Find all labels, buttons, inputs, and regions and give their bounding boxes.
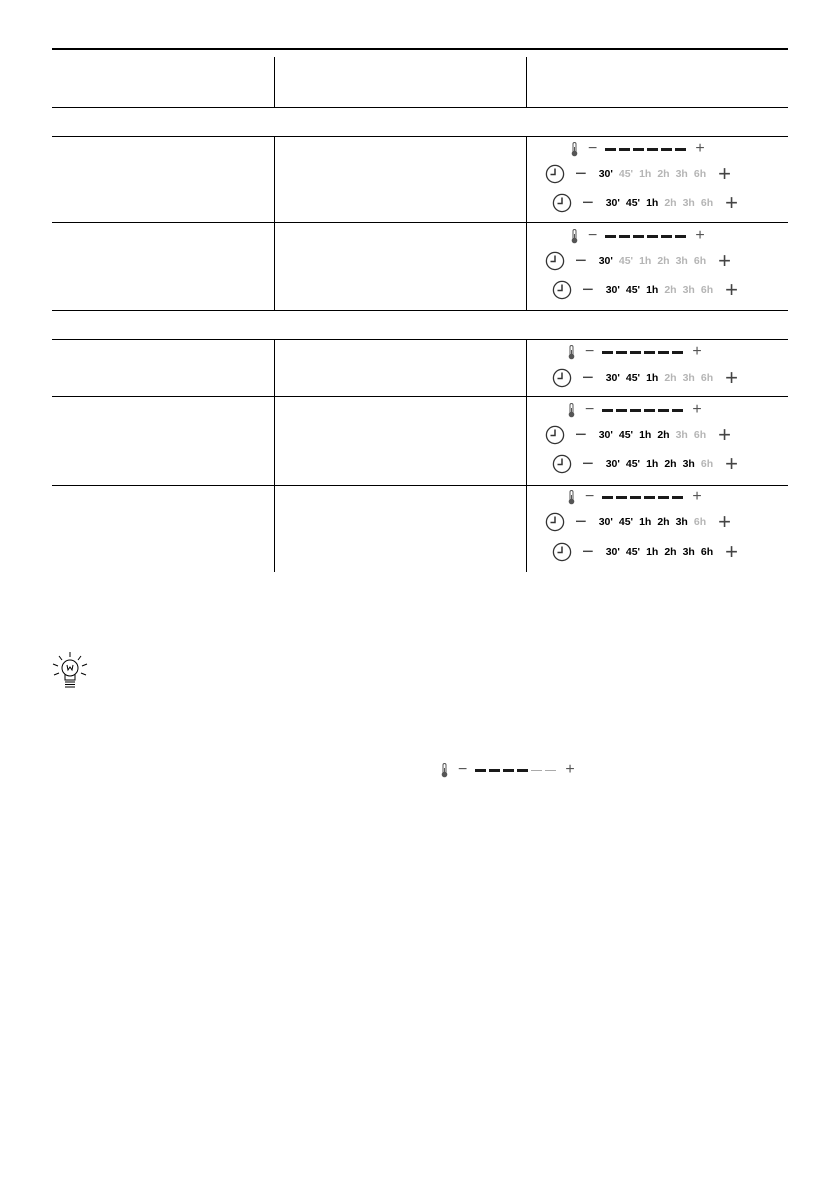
timer-duration-label: 2h [657,255,670,267]
timer-indicator [552,366,738,390]
timer-indicator [545,249,731,273]
timer-duration-label: 6h [700,546,714,558]
temperature-segment [644,496,655,499]
temperature-segment [647,235,658,238]
temperature-segment [661,235,672,238]
temperature-segment [602,496,613,499]
timer-duration-label: 1h [646,197,659,209]
minus-icon: − [575,511,587,533]
clock-icon [552,454,572,474]
temperature-indicator [568,340,702,364]
timer-duration-label: 3h [675,429,688,441]
timer-duration-label: 30' [605,372,620,384]
plus-icon: + [725,365,738,390]
temperature-segment [531,770,542,771]
row-rule [52,222,788,223]
timer-duration-label: 45' [618,255,634,267]
minus-icon: − [585,401,595,418]
tip-temperature-indicator [441,758,575,782]
plus-icon: + [725,277,738,302]
temperature-segment [503,769,514,772]
timer-duration-label: 1h [639,429,652,441]
minus-icon: − [582,541,594,563]
thermometer-icon [441,763,448,778]
temperature-segment [644,409,655,412]
clock-icon [545,251,565,271]
clock-icon [545,425,565,445]
timer-duration-label: 1h [646,458,659,470]
plus-icon: + [692,488,702,505]
temperature-segment [672,496,683,499]
temperature-segment [489,769,500,772]
timer-indicator [552,278,738,302]
timer-duration-label: 1h [646,284,659,296]
timer-duration-label: 2h [657,516,670,528]
column-divider [274,136,275,310]
clock-icon [552,280,572,300]
timer-duration-label: 2h [657,429,670,441]
thermometer-icon [568,345,575,360]
plus-icon: + [695,140,705,157]
temperature-segment [647,148,658,151]
plus-icon: + [718,422,731,447]
minus-icon: − [582,367,594,389]
timer-duration-label: 3h [675,516,688,528]
timer-duration-label: 1h [639,168,652,180]
temperature-level-bar [605,148,686,151]
timer-duration-label: 6h [693,255,707,267]
timer-duration-list [599,255,706,267]
timer-duration-label: 3h [682,546,695,558]
timer-duration-label: 6h [700,284,714,296]
temperature-segment [475,769,486,772]
plus-icon: + [718,161,731,186]
temperature-segment [658,409,669,412]
timer-duration-list [606,197,713,209]
temperature-segment [675,235,686,238]
timer-duration-label: 3h [682,458,695,470]
timer-indicator [552,191,738,215]
timer-duration-label: 3h [675,255,688,267]
timer-duration-label: 6h [693,429,707,441]
minus-icon: − [588,140,598,157]
temperature-indicator [571,224,705,248]
temperature-segment [630,409,641,412]
clock-icon [545,164,565,184]
temperature-segment [605,235,616,238]
thermometer-icon [571,229,578,244]
table-top-rule [52,48,788,50]
temperature-segment [616,351,627,354]
timer-indicator [545,510,731,534]
temperature-segment [630,351,641,354]
clock-icon [545,512,565,532]
plus-icon: + [725,451,738,476]
temperature-segment [602,351,613,354]
column-divider [526,339,527,572]
temperature-segment [672,409,683,412]
column-divider [526,136,527,310]
temperature-segment [661,148,672,151]
minus-icon: − [585,488,595,505]
timer-duration-label: 45' [625,284,641,296]
plus-icon: + [692,343,702,360]
plus-icon: + [725,539,738,564]
minus-icon: − [458,761,468,778]
timer-duration-label: 30' [605,284,620,296]
timer-duration-list [599,429,706,441]
clock-icon [552,542,572,562]
temperature-indicator [568,485,702,509]
plus-icon: + [725,190,738,215]
plus-icon: + [692,401,702,418]
timer-duration-label: 1h [646,372,659,384]
row-rule [52,396,788,397]
timer-duration-label: 6h [700,372,714,384]
minus-icon: − [575,424,587,446]
timer-duration-label: 3h [682,197,695,209]
temperature-segment [517,769,528,772]
header-bottom-rule [52,107,788,108]
temperature-segment [545,770,556,771]
timer-duration-label: 30' [605,546,620,558]
temperature-segment [675,148,686,151]
timer-duration-label: 30' [598,168,613,180]
timer-duration-label: 6h [693,168,707,180]
temperature-segment [619,148,630,151]
timer-duration-label: 45' [625,546,641,558]
column-divider [274,339,275,572]
timer-duration-label: 2h [664,458,677,470]
timer-duration-list [599,168,706,180]
plus-icon: + [718,509,731,534]
timer-duration-label: 30' [598,429,613,441]
temperature-indicator [571,137,705,161]
temperature-segment [633,148,644,151]
temperature-segment [672,351,683,354]
temperature-level-bar [602,351,683,354]
plus-icon: + [695,227,705,244]
timer-duration-label: 30' [598,255,613,267]
timer-indicator [552,540,738,564]
timer-duration-label: 1h [639,516,652,528]
minus-icon: − [582,192,594,214]
minus-icon: − [575,163,587,185]
timer-duration-label: 45' [625,458,641,470]
temperature-segment [658,496,669,499]
temperature-segment [633,235,644,238]
temperature-level-bar [602,409,683,412]
timer-duration-list [606,458,713,470]
column-divider [526,57,527,107]
timer-duration-label: 2h [664,284,677,296]
minus-icon: − [582,279,594,301]
temperature-segment [602,409,613,412]
timer-duration-label: 30' [605,197,620,209]
timer-duration-list [606,546,713,558]
timer-duration-label: 1h [639,255,652,267]
timer-duration-label: 3h [675,168,688,180]
temperature-segment [658,351,669,354]
timer-duration-label: 45' [618,168,634,180]
temperature-indicator [568,398,702,422]
temperature-segment [605,148,616,151]
thermometer-icon [568,490,575,505]
lightbulb-tip-icon [50,650,90,696]
timer-duration-label: 3h [682,284,695,296]
minus-icon: − [588,227,598,244]
timer-duration-label: 30' [605,458,620,470]
timer-duration-label: 2h [664,372,677,384]
timer-duration-label: 2h [664,197,677,209]
clock-icon [552,368,572,388]
timer-duration-label: 1h [646,546,659,558]
timer-duration-list [606,284,713,296]
timer-duration-label: 45' [625,372,641,384]
timer-duration-label: 6h [700,458,714,470]
temperature-segment [619,235,630,238]
thermometer-icon [571,142,578,157]
timer-duration-label: 45' [618,516,634,528]
temperature-level-bar [475,769,556,772]
timer-indicator [545,162,731,186]
minus-icon: − [585,343,595,360]
temperature-segment [616,496,627,499]
temperature-level-bar [605,235,686,238]
timer-duration-label: 2h [657,168,670,180]
temperature-segment [644,351,655,354]
plus-icon: + [718,248,731,273]
timer-duration-label: 30' [598,516,613,528]
timer-duration-label: 6h [693,516,707,528]
row-rule [52,310,788,311]
clock-icon [552,193,572,213]
column-divider [274,57,275,107]
timer-duration-list [599,516,706,528]
timer-duration-label: 6h [700,197,714,209]
timer-indicator [552,452,738,476]
timer-duration-label: 3h [682,372,695,384]
timer-indicator [545,423,731,447]
timer-duration-label: 45' [625,197,641,209]
plus-icon: + [565,761,575,778]
temperature-segment [630,496,641,499]
timer-duration-label: 45' [618,429,634,441]
timer-duration-label: 2h [664,546,677,558]
minus-icon: − [575,250,587,272]
minus-icon: − [582,453,594,475]
thermometer-icon [568,403,575,418]
temperature-segment [616,409,627,412]
timer-duration-list [606,372,713,384]
temperature-level-bar [602,496,683,499]
